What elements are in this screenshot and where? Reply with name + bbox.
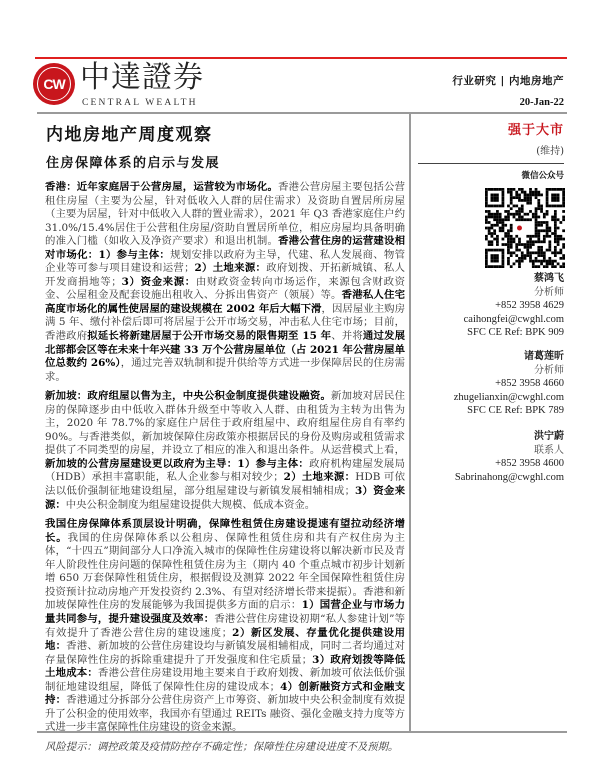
body-text: 政府机构建屋发展局（HDB）承担丰富职能，私人企业参与相对较少； [45, 457, 406, 484]
analyst-phone: +852 3958 4629 [495, 300, 564, 311]
logo-english-name: CENTRAL WEALTH [82, 98, 198, 108]
body-text: HDB 可依法以低价强制征地建设组屋，部分组屋建设与新镇发展相辅相成； [45, 471, 405, 498]
bold-highlight: 4）创新融资方式和金融支持： [45, 680, 405, 707]
header-divider [37, 112, 567, 114]
body-text: 由财政资金转向市场运作，来源包含财政资金、公屋租金及配套设施出租收入、分拆出售资产（领展）等。 [45, 275, 405, 302]
logo-chinese-name: 中達證券 [80, 60, 204, 95]
rating-note: (维持) [536, 146, 564, 157]
bold-highlight: 新加坡：政府组屋以售为主，中央公积金制度提供建设融资。 [45, 390, 332, 403]
bold-highlight: 2）土地来源： [194, 262, 267, 275]
paragraph-china-outlook [45, 518, 405, 735]
contact-name: 洪宁蔚 [534, 431, 564, 442]
bold-highlight: 1）国营企业与市场力量共同参与，提升建设强度及效率： [45, 599, 406, 625]
analyst-sfc-ref: SFC CE Ref: BPK 789 [467, 405, 564, 416]
wechat-label: 微信公众号 [521, 171, 564, 181]
contact-email[interactable]: Sabrinahong@cwghl.com [454, 471, 564, 483]
analyst-email[interactable]: zhugelianxin@cwghl.com [453, 391, 564, 403]
summary-body [45, 181, 405, 760]
body-text: 香港公营住房建设初期“私人参建计划”等有效提升了香港公营住房的建设速度； [45, 612, 406, 639]
analyst-phone: +852 3958 4660 [495, 378, 564, 389]
header-red-rule [35, 57, 567, 59]
analyst-name: 蔡鸿飞 [534, 273, 564, 284]
bold-highlight: 3）政府划拨等降低土地成本： [45, 653, 405, 680]
body-text: 香港、新加坡的公营住房建设均与新镇发展相辅相成，同时二者均通过对存量保障性住房的拆除重建提升了开发强度和住宅质量； [45, 640, 406, 666]
body-text: 政府划拨、开拓新城镇、私人开发商捐地等； [45, 262, 405, 288]
body-text: 香港通过分拆部分公营住房资产上市筹资、新加坡中央公积金制度有效提升了公积金的使用效率，我国亦有望通过 REITs 融资、强化金融支持力度等方式进一步丰富保障性住房建设的资金来源。 [45, 694, 406, 734]
analyst-name: 诸葛莲昕 [524, 351, 564, 362]
bold-highlight: 拟延长将新建居屋于公开市场交易的限售期至 15 年 [87, 330, 332, 343]
sidebar-rule [418, 163, 564, 164]
contact-phone: +852 3958 4600 [495, 458, 564, 469]
page-subtitle: 住房保障体系的启示与发展 [46, 156, 221, 171]
body-text: 中央公积金制度为组屋建设提供大规模、低成本资金。 [65, 498, 316, 511]
analyst-card [413, 272, 564, 340]
contact-card [413, 430, 564, 484]
page-title: 内地房地产周度观察 [46, 125, 213, 145]
paragraph-singapore [45, 390, 405, 512]
bold-highlight: 香港私人住宅高度市场化的属性使居屋的建设规模在 2002 年后大幅下滑 [45, 289, 406, 315]
rating: 强于大市 [507, 123, 564, 138]
bold-highlight: 香港公营住房的运营建设相对市场化：1）参与主体： [45, 235, 406, 261]
body-text: 香港公营住房建设用地主要来自于政府划拨、新加坡可依法低价强制征地建设组屋，降低了保障性住房的建设成本； [45, 667, 406, 693]
body-text: 、并将 [331, 330, 363, 343]
risk-warning: 风险提示：调控政策及疫情防控存不确定性；保障性住房建设进度不及预期。 [45, 740, 399, 753]
analyst-role: 分析师 [534, 364, 564, 376]
body-text: ，通过完善双轨制和提升供给等方式进一步保障居民的住房需求。 [45, 357, 406, 383]
bold-highlight: 新加坡的公营房屋建设更以政府为主导：1）参与主体： [45, 457, 310, 470]
report-date: 20-Jan-22 [519, 97, 564, 108]
logo-mark: CW [34, 64, 74, 104]
bold-highlight: 2）新区发展、存量优化提供建设用地： [45, 626, 406, 653]
body-text: 新加坡对居民住房的保障逐步由中低收入群体升级至中等收入人群、由租赁为主转为出售为主，2020 年 78.7%的家庭住户居住于政府组屋中、政府组屋住房自有率约 90%。与香港类似，新加坡保障住房政策亦根据居民的身份及购房或租赁需求提供了不同类型的房屋，并设立了相应的准入和退出条件。从运营模式上看， [45, 390, 406, 457]
contact-role: 联系人 [534, 444, 564, 456]
wechat-qr-code [485, 188, 565, 268]
analyst-sfc-ref: SFC CE Ref: BPK 909 [467, 327, 564, 338]
body-text: 规划安排以政府为主导，代建、私人发展商、物管企业等可参与项目建设和运营； [45, 248, 406, 275]
body-text: 香港公营房屋主要包括公营租住房屋（主要为公屋，针对低收入人群的居住需求）及资助自置居所房屋（主要为居屋，针对中低收入人群的置业需求），2021 年 Q3 香港家庭住户约 31.0%/15.4%居住于公营租住房屋/资助自置居所单位，相应房屋均具备明确的准入门槛（如收入及净资产要求）和退出机制。 [45, 181, 406, 248]
analyst-card [413, 350, 564, 418]
bold-highlight: 通过发展北部都会区等在未来十年兴建 33 万个公营房屋单位（占 2021 年公营房屋单位总数约 26%） [45, 330, 405, 370]
bold-highlight: 香港：近年家庭居于公营房屋，运营较为市场化。 [45, 181, 279, 193]
analyst-role: 分析师 [534, 286, 564, 298]
bold-highlight: 3）资金来源： [121, 275, 196, 288]
body-text: 我国的住房保障体系以公租房、保障性租赁住房和共有产权住房为主体，“十四五”期间部分人口净流入城市的保障性住房建设将以解决新市民及青年人阶段性住房问题的保障性租赁住房为主（期内 40 个重点城市初步计划新增 650 万套保障性租赁住房，根据假设及测算 2022 年全国保障性租赁住房投资预计拉动房地产开发投资约 2.3%、有望对经济增长带来提振）。香港和新加坡保障性住房的发展能够为我国提供多方面的启示： [45, 531, 406, 612]
analyst-email[interactable]: caihongfei@cwghl.com [463, 313, 564, 325]
body-text: ，因居屋业主购房满 5 年、缴付补偿后即可将居屋于公开市场交易，冲击私人住宅市场；目前，香港政府 [45, 302, 406, 343]
paragraph-hong-kong [45, 181, 405, 384]
report-category: 行业研究 | 内地房地产 [452, 75, 564, 87]
bold-highlight: 我国住房保障体系顶层设计明确，保障性租赁住房建设提速有望拉动经济增长。 [45, 518, 405, 544]
bold-highlight: 2）土地来源： [283, 471, 356, 484]
column-divider [409, 114, 411, 733]
bold-highlight: 3）资金来源： [45, 485, 405, 511]
